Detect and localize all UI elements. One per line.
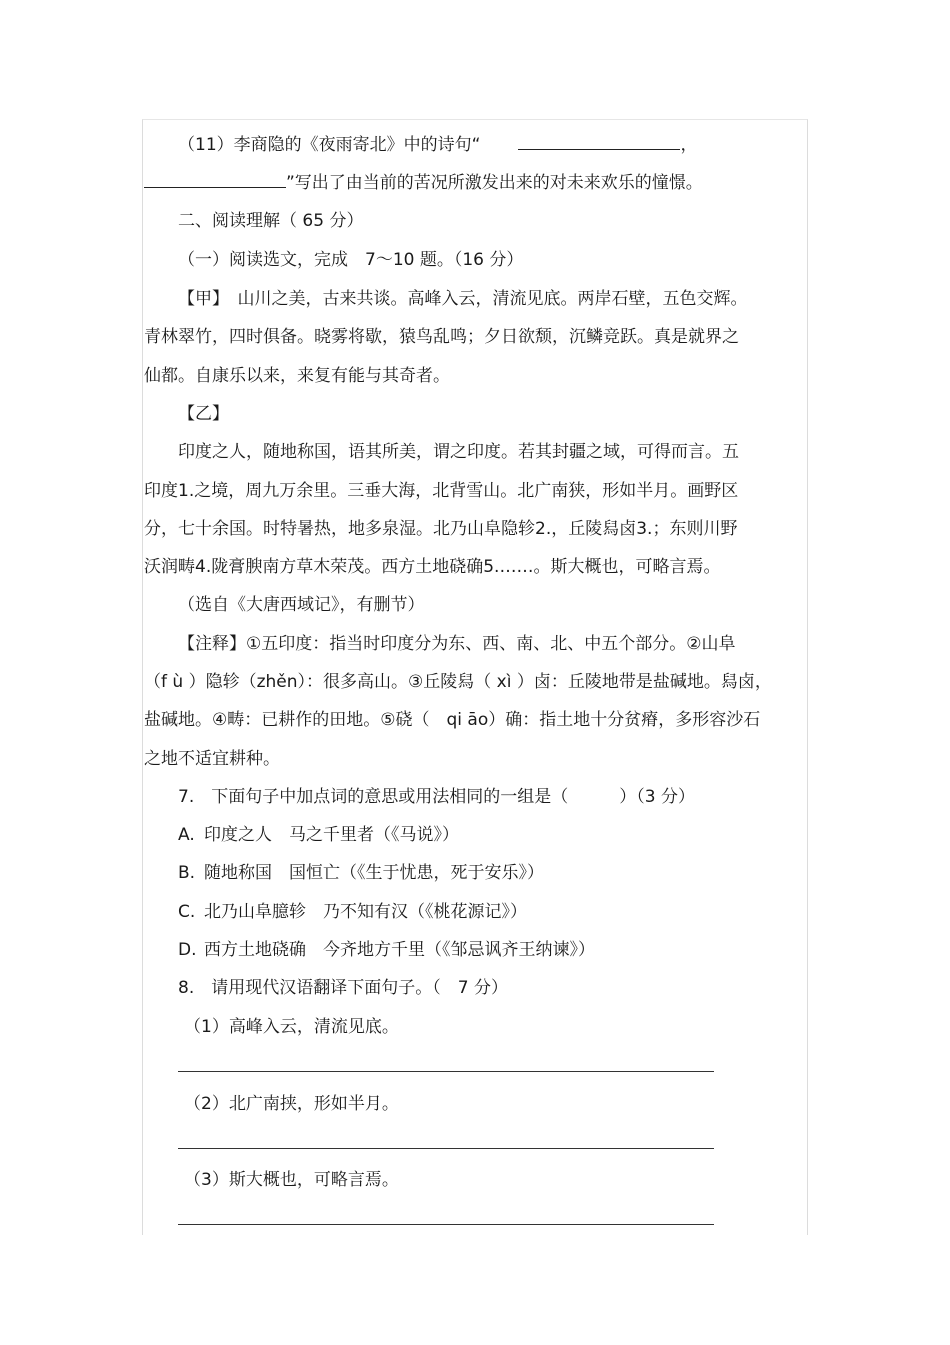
jia-line3: 仙都。自康乐以来，来复有能与其奇者。 (144, 366, 450, 386)
yi-label: 【乙】 (178, 404, 229, 424)
option-letter: C. (178, 902, 196, 922)
q11-prefix: （11）李商隐的《夜雨寄北》中的诗句“ (178, 135, 481, 155)
yi-source: （选自《大唐西域记》，有删节） (178, 595, 425, 615)
q8-item-2: （2）北广南挟，形如半月。 (184, 1094, 399, 1114)
option-text: 西方土地硗确 今齐地方千里（《邹忌讽齐王纳谏》） (204, 940, 595, 960)
q11-blank-1[interactable] (518, 135, 680, 150)
q7-option-b[interactable] (178, 862, 544, 884)
q8-item-3: （3）斯大概也，可略言焉。 (184, 1170, 399, 1190)
notes-line1: 【注释】①五印度：指当时印度分为东、西、南、北、中五个部分。②山阜 (178, 634, 736, 654)
q8-item-1: （1）高峰入云，清流见底。 (184, 1017, 399, 1037)
q8-answer-line-2[interactable] (178, 1148, 714, 1149)
yi-line1: 印度之人，随地称国，语其所美，谓之印度。若其封疆之域，可得而言。五 (178, 442, 739, 462)
q8-answer-line-3[interactable] (178, 1224, 714, 1225)
q11-blank-2[interactable] (144, 173, 286, 188)
q7-option-a[interactable] (178, 824, 459, 846)
section2-title: 二、阅读理解（ 65 分） (178, 211, 364, 231)
yi-line4: 沃润畴4.陇膏腴南方草木荣茂。西方土地硗确5.……。斯大概也，可略言焉。 (144, 557, 721, 577)
yi-line2: 印度1.之境，周九万余里。三垂大海，北背雪山。北广南狭，形如半月。画野区 (144, 481, 739, 501)
q11-line2 (144, 172, 703, 194)
option-text: 随地称国 国恒亡（《生于忧患，死于安乐》） (204, 863, 544, 883)
notes-line4: 之地不适宜耕种。 (144, 749, 280, 769)
option-text: 印度之人 马之千里者（《马说》） (204, 825, 459, 845)
q11-suffix: ”写出了由当前的苦况所激发出来的对未来欢乐的憧憬。 (286, 173, 703, 193)
q8-stem: 8. 请用现代汉语翻译下面句子。（ 7 分） (178, 978, 508, 998)
option-letter: A. (178, 825, 195, 845)
notes-line3: 盐碱地。④畴：已耕作的田地。⑤硗（ qi āo）确：指土地十分贫瘠，多形容沙石 (144, 710, 761, 730)
jia-line2: 青林翠竹，四时俱备。晓雾将歇，猿鸟乱鸣；夕日欲颓，沉鳞竞跃。真是就界之 (144, 327, 739, 347)
option-letter: B. (178, 863, 196, 883)
notes-line2: （f ù ）隐轸（zhěn）：很多高山。③丘陵舄（ xì ）卤：丘陵地带是盐碱地。舄卤， (144, 672, 772, 692)
q8-answer-line-1[interactable] (178, 1071, 714, 1072)
jia-line1: 【甲】 山川之美，古来共谈。高峰入云，清流见底。两岸石壁，五色交辉。 (178, 289, 748, 309)
q7-option-c[interactable] (178, 901, 527, 923)
part1-title: （一）阅读选文，完成 7～10 题。（16 分） (178, 250, 524, 270)
yi-line3: 分，七十余国。时特暑热，地多泉湿。北乃山阜隐轸2.，丘陵舄卤3.；东则川野 (144, 519, 738, 539)
q7-option-d[interactable] (178, 939, 595, 961)
q7-stem: 7. 下面句子中加点词的意思或用法相同的一组是（ ）（3 分） (178, 787, 695, 807)
q11-comma: ， (680, 135, 698, 155)
option-letter: D. (178, 940, 197, 960)
option-text: 北乃山阜臆轸 乃不知有汉（《桃花源记》） (204, 902, 527, 922)
q11-line1 (178, 134, 697, 156)
